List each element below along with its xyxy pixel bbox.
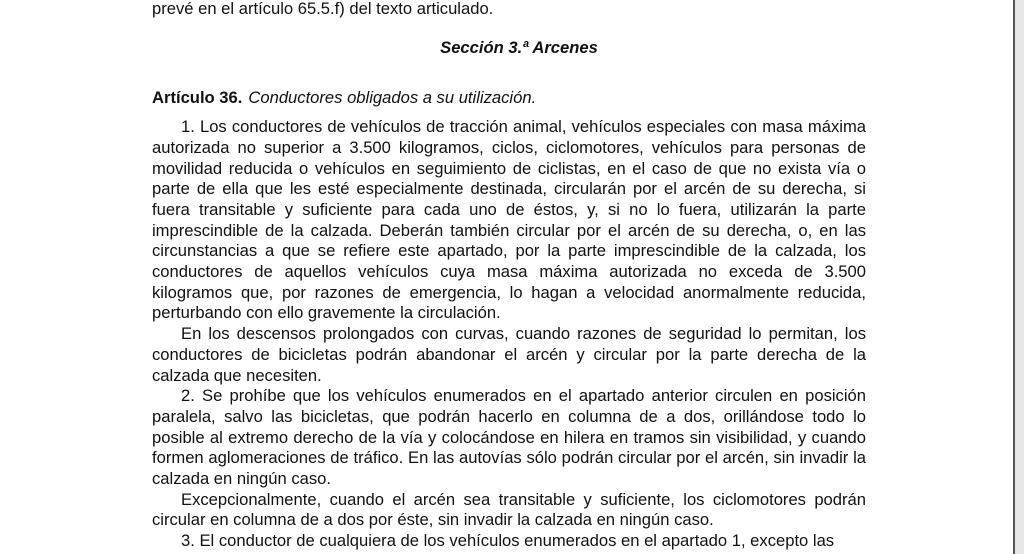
previous-text-line: prevé en el artículo 65.5.f) del texto articulado. xyxy=(152,0,494,18)
article-title: Conductores obligados a su utilización. xyxy=(248,88,537,108)
paragraph-2: En los descensos prolongados con curvas, cuando razones de seguridad lo permitan, los conductores de bicicletas podrán abandonar el arcén y circular por la parte derecha de la calzada que necesiten. xyxy=(152,324,866,385)
article-number: Artículo 36. xyxy=(152,88,243,108)
paragraph-1: 1. Los conductores de vehículos de tracción animal, vehículos especiales con masa máxima autorizada no superior a 3.500 kilogramos, ciclos, ciclomotores, vehículos para personas de movilidad reducida o vehículos en seguimiento de ciclistas, en el caso de que no exista vía o parte de ella que les esté especialmente destinada, circularán por el arcén de su derecha, si fuera transitable y suficiente para cada uno de éstos, y, si no lo fuera, utilizarán la parte imprescindible de la calzada. Deberán también circular por el arcén de su derecha, o, en las circunstancias a que se refiere este apartado, por la parte imprescindible de la calzada, los conductores de aquellos vehículos cuya masa máxima autorizada no exceda de 3.500 kilogramos que, por razones de emergencia, lo hagan a velocidad anormalmente reducida, perturbando con ello gravemente la circulación. xyxy=(152,117,866,323)
paragraph-5: 3. El conductor de cualquiera de los vehículos enumerados en el apartado 1, excepto las xyxy=(181,531,835,551)
paragraph-3: 2. Se prohíbe que los vehículos enumerados en el apartado anterior circulen en posición paralela, salvo las bicicletas, que podrán hacerlo en columna de a dos, orillándose todo lo posible al extremo derecho de la vía y colocándose en hilera en tramos sin visibilidad, y cuando formen aglomeraciones de tráfico. En las autovías sólo podrán circular por el arcén, sin invadir la calzada en ningún caso. xyxy=(152,386,866,489)
section-title: Sección 3.ª Arcenes xyxy=(440,37,598,57)
article-heading xyxy=(152,88,866,109)
paragraph-4: Excepcionalmente, cuando el arcén sea transitable y suficiente, los ciclomotores podrán circular en columna de a dos por éste, sin invadir la calzada en ningún caso. xyxy=(152,489,866,530)
page-edge-divider xyxy=(1013,0,1015,554)
document-body xyxy=(152,0,866,552)
